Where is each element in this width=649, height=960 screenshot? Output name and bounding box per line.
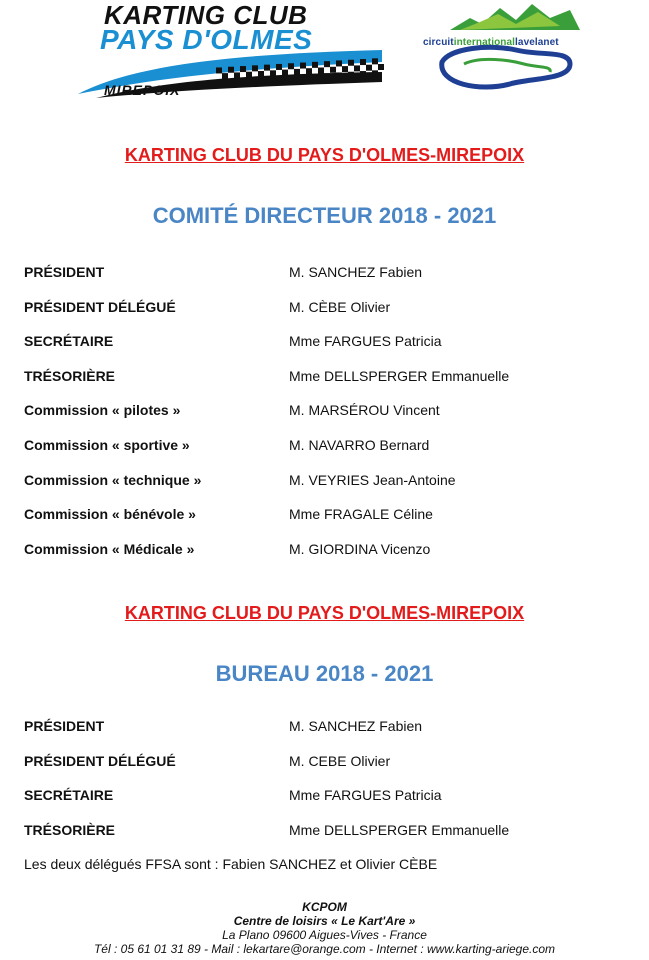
- logo-line-3: MIREPOIX: [104, 82, 181, 98]
- member-role: Commission « bénévole »: [24, 506, 196, 523]
- member-name: M. MARSÉROU Vincent: [289, 402, 440, 419]
- member-name: M. SANCHEZ Fabien: [289, 264, 423, 280]
- member-name: Mme DELLSPERGER Emmanuelle: [289, 821, 510, 838]
- member-name: M. VEYRIES Jean-Antoine: [289, 471, 456, 488]
- circuit-text-part-3: lavelanet: [515, 37, 559, 48]
- club-title-2: KARTING CLUB DU PAYS D'OLMES-MIREPOIX: [124, 603, 525, 623]
- member-role: Commission « Médicale »: [24, 540, 195, 557]
- member-name: Mme DELLSPERGER Emmanuelle: [289, 367, 510, 384]
- logo-line-2: PAYS D'OLMES: [100, 24, 313, 55]
- member-name: Mme FRAGALE Céline: [289, 506, 433, 523]
- member-role: PRÉSIDENT: [24, 718, 105, 734]
- footer-contact: Tél : 05 61 01 31 89 - Mail : lekartare@orange.com - Internet : www.karting-ariege.com: [93, 942, 556, 956]
- member-role: TRÉSORIÈRE: [24, 367, 116, 384]
- footer-org: KCPOM: [302, 900, 347, 914]
- member-row: [24, 333, 624, 353]
- member-row: [24, 264, 624, 284]
- member-role: Commission « sportive »: [24, 437, 190, 453]
- footer-center: Centre de loisirs « Le Kart'Are »: [233, 914, 416, 928]
- member-name: M. GIORDINA Vicenzo: [289, 540, 431, 557]
- circuit-text-part-1: circuit: [423, 37, 454, 48]
- member-role: Commission « pilotes »: [24, 402, 181, 419]
- member-row: [24, 718, 624, 738]
- member-row: [24, 753, 624, 773]
- member-row: [24, 506, 624, 526]
- member-name: M. CEBE Olivier: [289, 752, 391, 769]
- member-row: [24, 541, 624, 561]
- member-name: M. CÈBE Olivier: [289, 298, 391, 315]
- member-name: M. NAVARRO Bernard: [289, 437, 430, 453]
- member-name: Mme FARGUES Patricia: [289, 333, 442, 350]
- member-role: PRÉSIDENT DÉLÉGUÉ: [24, 298, 176, 315]
- footer-address: La Plano 09600 Aigues-Vives - France: [222, 928, 427, 942]
- member-role: TRÉSORIÈRE: [24, 821, 116, 838]
- member-role: PRÉSIDENT DÉLÉGUÉ: [24, 752, 176, 769]
- member-row: [24, 368, 624, 388]
- member-row: [24, 299, 624, 319]
- member-row: [24, 437, 624, 457]
- member-row: [24, 822, 624, 842]
- comite-heading: COMITÉ DIRECTEUR 2018 - 2021: [152, 203, 497, 228]
- member-role: PRÉSIDENT: [24, 264, 105, 280]
- member-name: M. SANCHEZ Fabien: [289, 718, 423, 734]
- member-row: [24, 472, 624, 492]
- logo-line-1: KARTING CLUB: [104, 0, 308, 30]
- karting-club-logo: [76, 2, 386, 104]
- member-role: SECRÉTAIRE: [24, 333, 114, 350]
- mountain-circuit-graphic: [420, 0, 590, 100]
- circuit-lavelanet-logo: [420, 0, 590, 100]
- ffsa-delegates-note: Les deux délégués FFSA sont : Fabien SANCHEZ et Olivier CÈBE: [24, 856, 438, 872]
- circuit-text-part-2: international: [453, 37, 516, 48]
- member-name: Mme FARGUES Patricia: [289, 787, 442, 804]
- member-row: [24, 402, 624, 422]
- member-role: Commission « technique »: [24, 471, 202, 488]
- circuit-text: [423, 37, 559, 48]
- club-title-1: KARTING CLUB DU PAYS D'OLMES-MIREPOIX: [124, 145, 525, 165]
- member-row: [24, 787, 624, 807]
- member-role: SECRÉTAIRE: [24, 787, 114, 804]
- bureau-heading: BUREAU 2018 - 2021: [215, 661, 434, 686]
